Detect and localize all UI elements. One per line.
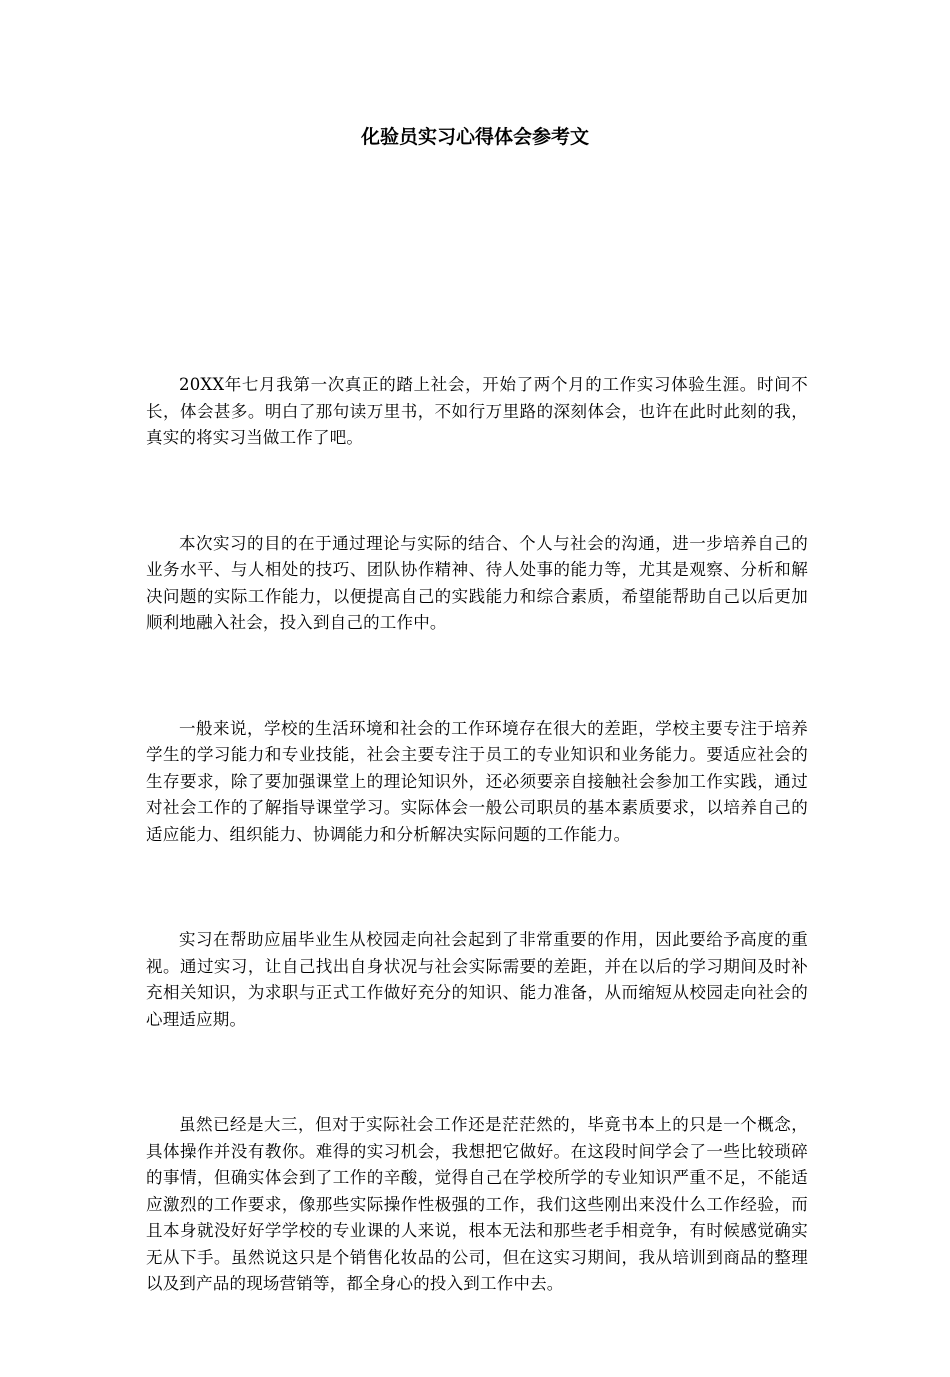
paragraph-3: 一般来说，学校的生活环境和社会的工作环境存在很大的差距，学校主要专注于培养学生的学习能力和专业技能，社会主要专注于员工的专业知识和业务能力。要适应社会的生存要求，除了要加强课堂上的理论知识外，还必须要亲自接触社会参加工作实践，通过对社会工作的了解指导课堂学习。实际体会一般公司职员的基本素质要求，以培养自己的适应能力、组织能力、协调能力和分析解决实际问题的工作能力。 xyxy=(146,718,808,844)
paragraph-5: 虽然已经是大三，但对于实际社会工作还是茫茫然的，毕竟书本上的只是一个概念，具体操作并没有教你。难得的实习机会，我想把它做好。在这段时间学会了一些比较琐碎的事情，但确实体会到了工作的辛酸，觉得自己在学校所学的专业知识严重不足，不能适应激烈的工作要求，像那些实际操作性极强的工作，我们这些刚出来没什么工作经验，而且本身就没好好学学校的专业课的人来说，根本无法和那些老手相竞争，有时候感觉确实无从下手。虽然说这只是个销售化妆品的公司，但在这实习期间，我从培训到商品的整理以及到产品的现场营销等，都全身心的投入到工作中去。 xyxy=(146,1115,808,1293)
paragraph-2: 本次实习的目的在于通过理论与实际的结合、个人与社会的沟通，进一步培养自己的业务水平、与人相处的技巧、团队协作精神、待人处事的能力等，尤其是观察、分析和解决问题的实际工作能力，以便提高自己的实践能力和综合素质，希望能帮助自己以后更加顺利地融入社会，投入到自己的工作中。 xyxy=(146,533,808,632)
paragraph-4: 实习在帮助应届毕业生从校园走向社会起到了非常重要的作用，因此要给予高度的重视。通过实习，让自己找出自身状况与社会实际需要的差距，并在以后的学习期间及时补充相关知识，为求职与正式工作做好充分的知识、能力准备，从而缩短从校园走向社会的心理适应期。 xyxy=(146,930,808,1029)
paragraph-1: 20XX年七月我第一次真正的踏上社会，开始了两个月的工作实习体验生涯。时间不长，体会甚多。明白了那句读万里书，不如行万里路的深刻体会，也许在此时此刻的我，真实的将实习当做工作了吧。 xyxy=(146,375,808,447)
document-body xyxy=(146,372,808,1377)
document-title: 化验员实习心得体会参考文 xyxy=(360,126,589,148)
